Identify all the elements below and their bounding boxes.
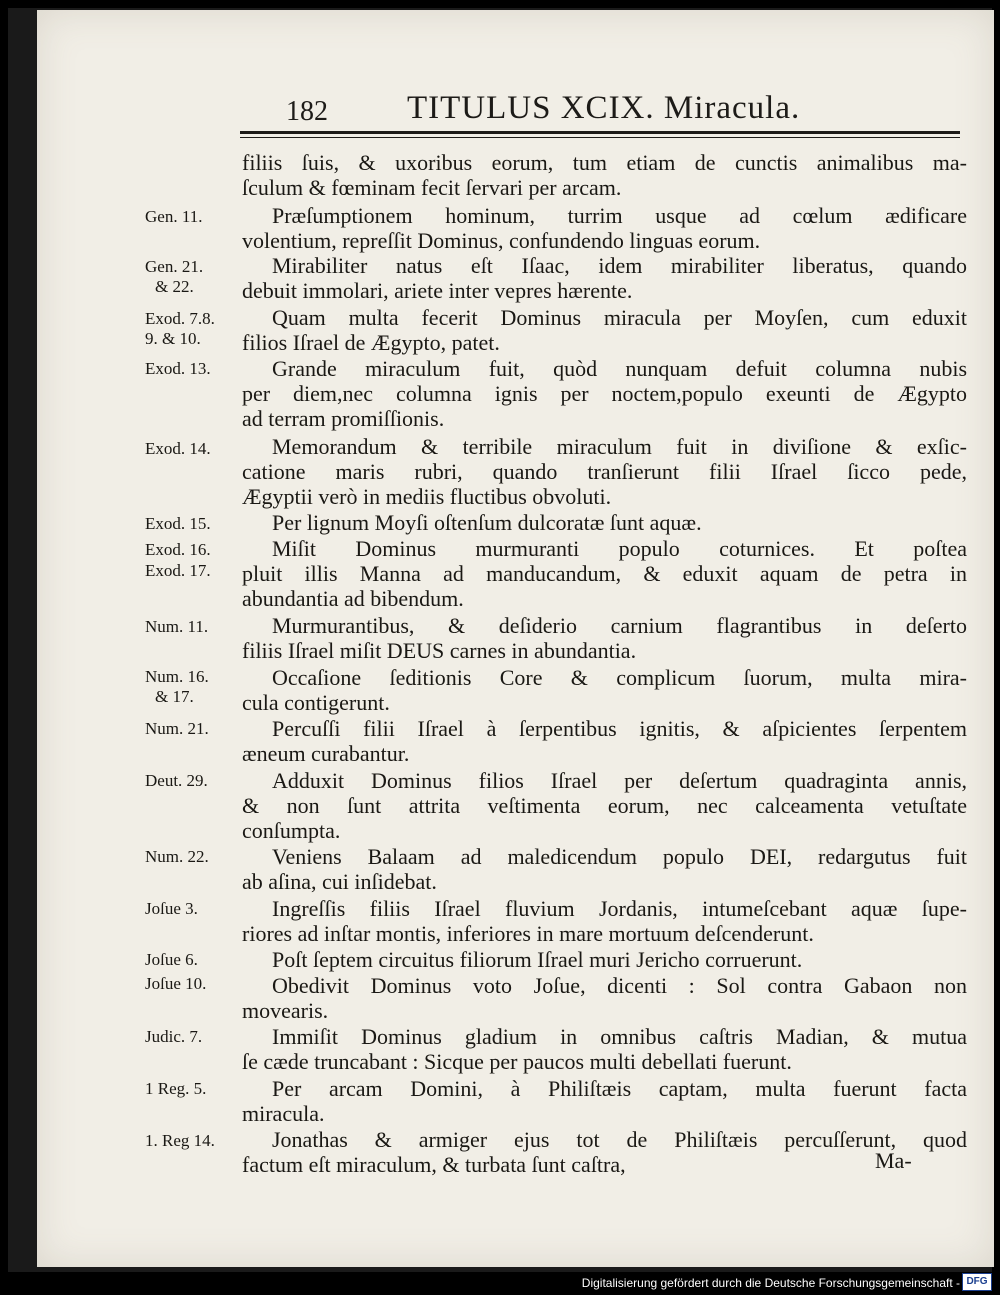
- text-line: Murmurantibus, & deſiderio carnium flagrantibus in deſerto: [272, 613, 967, 638]
- margin-note: Num. 16.: [145, 667, 209, 686]
- text-line: debuit immolari, ariete inter vepres hærente.: [242, 278, 633, 303]
- text-line: ab aſina, cui inſidebat.: [242, 869, 437, 894]
- margin-note: Gen. 11.: [145, 207, 203, 226]
- text-line: factum eſt miraculum, & turbata ſunt caſtra,: [242, 1152, 626, 1177]
- text-line: cula contigerunt.: [242, 690, 390, 715]
- margin-note: Num. 21.: [145, 719, 209, 738]
- text-line: ad terram promiſſionis.: [242, 406, 445, 431]
- catchword: Ma-: [875, 1148, 912, 1173]
- margin-note: Joſue 3.: [145, 899, 198, 918]
- text-line: per diem,nec columna ignis per noctem,populo exeunti de Ægypto: [242, 381, 967, 406]
- text-line: abundantia ad bibendum.: [242, 586, 464, 611]
- margin-note: Deut. 29.: [145, 771, 208, 790]
- text-line: Percuſſi filii Iſrael à ſerpentibus ignitis, & aſpicientes ſerpentem: [272, 716, 967, 741]
- text-line: Occaſione ſeditionis Core & complicum ſuorum, multa mira-: [272, 665, 967, 690]
- margin-note: Gen. 21.: [145, 257, 204, 276]
- text-line: catione maris rubri, quando tranſierunt filii Iſrael ſicco pede,: [242, 459, 967, 484]
- page-body: [37, 10, 994, 1267]
- margin-note: Num. 22.: [145, 847, 209, 866]
- margin-note: 1 Reg. 5.: [145, 1079, 207, 1098]
- text-line: miracula.: [242, 1101, 325, 1126]
- dfg-logo: DFG: [962, 1273, 992, 1291]
- text-line: Poſt ſeptem circuitus filiorum Iſrael muri Jericho corruerunt.: [272, 947, 803, 972]
- text-line: movearis.: [242, 998, 329, 1023]
- text-line: conſumpta.: [242, 818, 341, 843]
- margin-note: Exod. 16.: [145, 540, 211, 559]
- margin-note: & 17.: [155, 687, 194, 706]
- margin-note: Exod. 7.8.: [145, 309, 215, 328]
- margin-note: Exod. 13.: [145, 359, 211, 378]
- text-line: æneum curabantur.: [242, 741, 410, 766]
- text-line: riores ad inſtar montis, inferiores in mare mortuum deſcenderunt.: [242, 921, 814, 946]
- text-line: Per arcam Domini, à Philiſtæis captam, multa fuerunt facta: [272, 1076, 967, 1101]
- text-line: Mirabiliter natus eſt Iſaac, idem mirabiliter liberatus, quando: [272, 253, 967, 278]
- text-line: filios Iſrael de Ægypto, patet.: [242, 330, 500, 355]
- digitization-credit: Digitalisierung gefördert durch die Deutsche Forschungsgemeinschaft -: [581, 1276, 960, 1290]
- margin-note: Judic. 7.: [145, 1027, 203, 1046]
- running-title: TITULUS XCIX. Miracula.: [407, 90, 801, 126]
- text-line: ſculum & fœminam fecit ſervari per arcam.: [242, 175, 622, 200]
- text-line: Ingreſſis filiis Iſrael fluvium Jordanis, intumeſcebant aquæ ſupe-: [272, 896, 967, 921]
- margin-note: Exod. 14.: [145, 439, 211, 458]
- margin-note: 1. Reg 14.: [145, 1131, 215, 1150]
- text-line: filiis Iſrael miſit DEUS carnes in abundantia.: [242, 638, 637, 663]
- margin-note: Num. 11.: [145, 617, 209, 636]
- margin-note: Exod. 17.: [145, 561, 211, 580]
- margin-note: Exod. 15.: [145, 514, 211, 533]
- margin-note: & 22.: [155, 277, 194, 296]
- text-line: Obedivit Dominus voto Joſue, dicenti : Sol contra Gabaon non: [272, 973, 967, 998]
- text-line: Veniens Balaam ad maledicendum populo DEI, redargutus fuit: [272, 844, 967, 869]
- page-number: 182: [286, 96, 328, 127]
- text-line: Grande miraculum fuit, quòd nunquam defuit columna nubis: [272, 356, 967, 381]
- margin-note: 9. & 10.: [145, 329, 201, 348]
- book-page: [37, 10, 994, 1267]
- margin-note: Joſue 10.: [145, 974, 207, 993]
- text-line: Ægyptii verò in mediis fluctibus obvoluti.: [242, 484, 612, 509]
- text-line: Adduxit Dominus filios Iſrael per deſertum quadraginta annis,: [272, 768, 967, 793]
- text-line: & non ſunt attrita veſtimenta eorum, nec calceamenta vetuſtate: [242, 793, 967, 818]
- text-line: Præſumptionem hominum, turrim usque ad cœlum ædificare: [272, 203, 967, 228]
- text-line: Quam multa fecerit Dominus miracula per Moyſen, cum eduxit: [272, 305, 967, 330]
- text-line: volentium, repreſſit Dominus, confundendo linguas eorum.: [242, 228, 761, 253]
- text-line: Memorandum & terribile miraculum fuit in diviſione & exſic-: [272, 434, 967, 459]
- text-line: Jonathas & armiger ejus tot de Philiſtæis percuſſerunt, quod: [272, 1127, 967, 1152]
- text-line: Miſit Dominus murmuranti populo coturnices. Et poſtea: [272, 536, 967, 561]
- text-line: ſe cæde truncabant : Sicque per paucos multi debellati fuerunt.: [242, 1049, 792, 1074]
- margin-note: Joſue 6.: [145, 950, 198, 969]
- text-line: filiis ſuis, & uxoribus eorum, tum etiam de cunctis animalibus ma-: [242, 150, 967, 175]
- text-line: Per lignum Moyſi oſtenſum dulcoratæ ſunt aquæ.: [272, 510, 702, 535]
- text-line: pluit illis Manna ad manducandum, & eduxit aquam de petra in: [242, 561, 967, 586]
- text-line: Immiſit Dominus gladium in omnibus caſtris Madian, & mutua: [272, 1024, 967, 1049]
